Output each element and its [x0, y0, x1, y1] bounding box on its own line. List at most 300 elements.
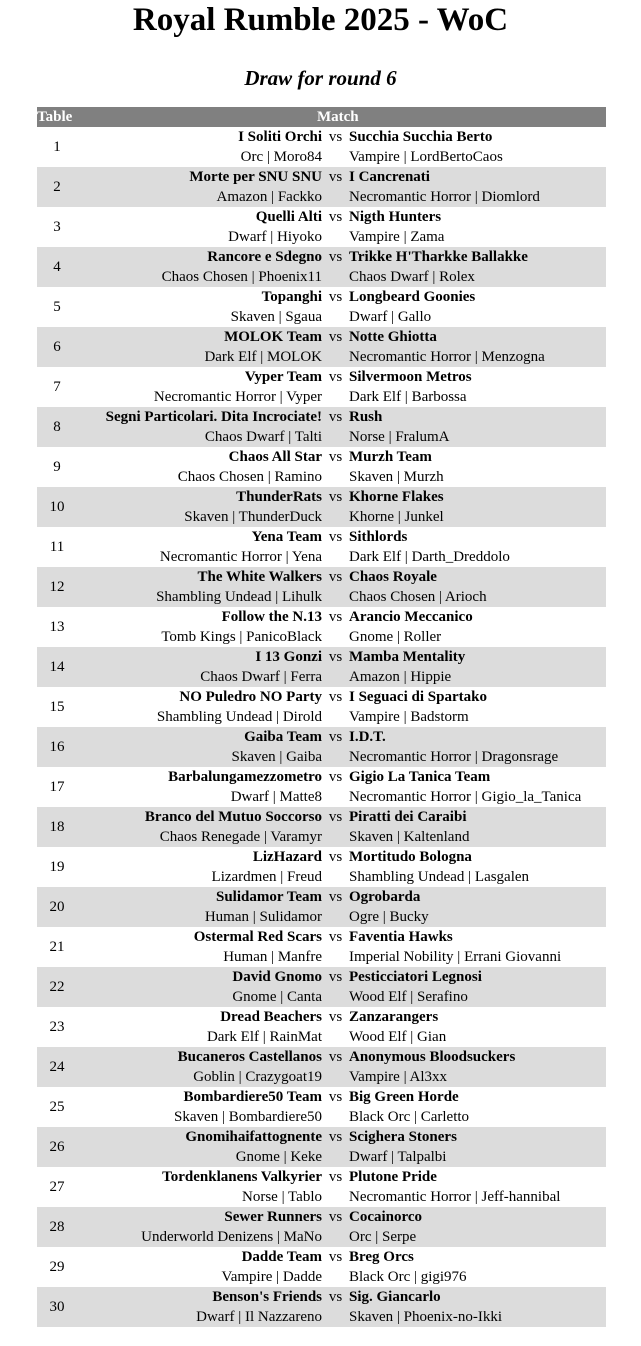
vs-label: vs — [328, 129, 343, 145]
table-row — [37, 1167, 606, 1207]
home-race-coach: Lizardmen | Freud — [211, 869, 322, 885]
home-team-name: Tordenklanens Valkyrier — [162, 1169, 322, 1185]
home-side — [77, 847, 322, 887]
home-race-coach: Tomb Kings | PanicoBlack — [161, 629, 322, 645]
table-row — [37, 527, 606, 567]
home-side — [77, 567, 322, 607]
home-team-name: Segni Particolari. Dita Incrociate! — [105, 409, 322, 425]
vs-label: vs — [328, 649, 343, 665]
home-side — [77, 207, 322, 247]
table-body — [37, 127, 606, 1327]
away-side — [349, 487, 606, 527]
vs-label: vs — [328, 209, 343, 225]
table-number: 18 — [49, 819, 65, 835]
table-row — [37, 767, 606, 807]
home-team-name: MOLOK Team — [224, 329, 322, 345]
away-team-name: Succhia Succhia Berto — [349, 129, 493, 145]
versus — [322, 567, 349, 607]
match-cell — [77, 727, 606, 767]
table-number: 15 — [49, 699, 65, 715]
away-side — [349, 967, 606, 1007]
table-number: 19 — [49, 859, 65, 875]
vs-label: vs — [328, 289, 343, 305]
away-side — [349, 1127, 606, 1167]
home-team-name: Dread Beachers — [220, 1009, 322, 1025]
away-team-name: Sithlords — [349, 529, 408, 545]
vs-label: vs — [328, 169, 343, 185]
away-team-name: I.D.T. — [349, 729, 386, 745]
away-team-name: Piratti dei Caraibi — [349, 809, 467, 825]
table-row — [37, 287, 606, 327]
table-number: 1 — [53, 139, 61, 155]
table-row — [37, 687, 606, 727]
away-team-name: Plutone Pride — [349, 1169, 437, 1185]
table-number: 22 — [49, 979, 65, 995]
versus — [322, 207, 349, 247]
away-race-coach: Imperial Nobility | Errani Giovanni — [349, 949, 562, 965]
away-race-coach: Norse | FralumA — [349, 429, 450, 445]
home-team-name: ThunderRats — [236, 489, 322, 505]
away-race-coach: Black Orc | Carletto — [349, 1109, 470, 1125]
match-cell — [77, 1087, 606, 1127]
home-race-coach: Skaven | Bombardiere50 — [174, 1109, 322, 1125]
versus — [322, 247, 349, 287]
match-cell — [77, 847, 606, 887]
table-number: 7 — [53, 379, 61, 395]
home-side — [77, 1207, 322, 1247]
home-side — [77, 1167, 322, 1207]
home-team-name: I 13 Gonzi — [255, 649, 322, 665]
versus — [322, 487, 349, 527]
vs-label: vs — [328, 1089, 343, 1105]
home-team-name: Chaos All Star — [228, 449, 322, 465]
versus — [322, 407, 349, 447]
table-row — [37, 967, 606, 1007]
away-race-coach: Wood Elf | Gian — [349, 1029, 447, 1045]
table-number: 16 — [49, 739, 65, 755]
table-row — [37, 327, 606, 367]
away-team-name: Big Green Horde — [349, 1089, 459, 1105]
table-row — [37, 1287, 606, 1327]
table-number: 13 — [49, 619, 65, 635]
match-cell — [77, 767, 606, 807]
home-race-coach: Gnome | Keke — [235, 1149, 322, 1165]
versus — [322, 647, 349, 687]
home-race-coach: Necromantic Horror | Vyper — [153, 389, 322, 405]
match-cell — [77, 807, 606, 847]
away-race-coach: Vampire | LordBertoCaos — [349, 149, 503, 165]
table-row — [37, 927, 606, 967]
home-team-name: Morte per SNU SNU — [189, 169, 322, 185]
away-race-coach: Gnome | Roller — [349, 629, 442, 645]
versus — [322, 1207, 349, 1247]
away-team-name: Arancio Meccanico — [349, 609, 473, 625]
away-team-name: Murzh Team — [349, 449, 432, 465]
home-race-coach: Dwarf | Il Nazzareno — [196, 1309, 322, 1325]
vs-label: vs — [328, 1049, 343, 1065]
table-number: 23 — [49, 1019, 65, 1035]
away-side — [349, 727, 606, 767]
away-race-coach: Wood Elf | Serafino — [349, 989, 468, 1005]
home-race-coach: Chaos Renegade | Varamyr — [159, 829, 322, 845]
home-race-coach: Norse | Tablo — [242, 1189, 322, 1205]
away-team-name: I Cancrenati — [349, 169, 430, 185]
vs-label: vs — [328, 1169, 343, 1185]
vs-label: vs — [328, 1209, 343, 1225]
table-row — [37, 127, 606, 167]
away-side — [349, 1167, 606, 1207]
home-team-name: Bucaneros Castellanos — [177, 1049, 322, 1065]
away-side — [349, 127, 606, 167]
home-side — [77, 527, 322, 567]
table-row — [37, 247, 606, 287]
away-race-coach: Chaos Dwarf | Rolex — [349, 269, 475, 285]
home-side — [77, 687, 322, 727]
table-row — [37, 487, 606, 527]
away-race-coach: Necromantic Horror | Menzogna — [349, 349, 545, 365]
away-side — [349, 247, 606, 287]
away-team-name: Faventia Hawks — [349, 929, 453, 945]
away-side — [349, 847, 606, 887]
away-race-coach: Skaven | Kaltenland — [349, 829, 470, 845]
away-race-coach: Vampire | Zama — [349, 229, 445, 245]
match-cell — [77, 287, 606, 327]
away-side — [349, 927, 606, 967]
away-team-name: Zanzarangers — [349, 1009, 439, 1025]
match-cell — [77, 1047, 606, 1087]
home-team-name: Bombardiere50 Team — [183, 1089, 322, 1105]
match-cell — [77, 687, 606, 727]
versus — [322, 607, 349, 647]
away-race-coach: Shambling Undead | Lasgalen — [349, 869, 530, 885]
home-side — [77, 327, 322, 367]
away-race-coach: Orc | Serpe — [349, 1229, 417, 1245]
table-number: 8 — [53, 419, 61, 435]
home-team-name: Quelli Alti — [255, 209, 322, 225]
vs-label: vs — [328, 569, 343, 585]
home-team-name: Sulidamor Team — [215, 889, 322, 905]
away-team-name: Gigio La Tanica Team — [349, 769, 491, 785]
away-side — [349, 167, 606, 207]
versus — [322, 327, 349, 367]
table-number: 27 — [49, 1179, 65, 1195]
away-team-name: Rush — [349, 409, 383, 425]
versus — [322, 287, 349, 327]
match-cell — [77, 567, 606, 607]
home-team-name: I Soliti Orchi — [238, 129, 322, 145]
table-number: 9 — [53, 459, 61, 475]
table-number: 6 — [53, 339, 61, 355]
away-side — [349, 207, 606, 247]
away-team-name: Breg Orcs — [349, 1249, 414, 1265]
home-race-coach: Dwarf | Matte8 — [230, 789, 322, 805]
match-cell — [77, 607, 606, 647]
away-race-coach: Dark Elf | Barbossa — [349, 389, 467, 405]
home-team-name: Gaiba Team — [244, 729, 322, 745]
table-row — [37, 207, 606, 247]
table-number: 12 — [49, 579, 65, 595]
away-team-name: Longbeard Goonies — [349, 289, 476, 305]
away-race-coach: Vampire | Badstorm — [349, 709, 469, 725]
home-team-name: Follow the N.13 — [221, 609, 322, 625]
home-team-name: Benson's Friends — [212, 1289, 322, 1305]
away-race-coach: Necromantic Horror | Diomlord — [349, 189, 540, 205]
match-cell — [77, 127, 606, 167]
away-side — [349, 407, 606, 447]
away-race-coach: Dwarf | Gallo — [349, 309, 432, 325]
away-team-name: Cocainorco — [349, 1209, 423, 1225]
versus — [322, 887, 349, 927]
away-side — [349, 1007, 606, 1047]
match-cell — [77, 927, 606, 967]
table-number: 29 — [49, 1259, 65, 1275]
away-race-coach: Black Orc | gigi976 — [349, 1269, 467, 1285]
vs-label: vs — [328, 449, 343, 465]
home-side — [77, 727, 322, 767]
away-side — [349, 607, 606, 647]
table-row — [37, 1007, 606, 1047]
home-team-name: The White Walkers — [197, 569, 322, 585]
match-cell — [77, 1247, 606, 1287]
table-row — [37, 567, 606, 607]
home-race-coach: Vampire | Dadde — [221, 1269, 322, 1285]
away-team-name: Mamba Mentality — [349, 649, 466, 665]
table-number: 26 — [49, 1139, 65, 1155]
vs-label: vs — [328, 1289, 343, 1305]
away-team-name: Ogrobarda — [349, 889, 421, 905]
table-number: 17 — [49, 779, 65, 795]
home-side — [77, 927, 322, 967]
home-race-coach: Goblin | Crazygoat19 — [193, 1069, 322, 1085]
home-team-name: Vyper Team — [244, 369, 322, 385]
away-race-coach: Skaven | Phoenix-no-Ikki — [349, 1309, 502, 1325]
away-race-coach: Vampire | Al3xx — [349, 1069, 447, 1085]
away-race-coach: Amazon | Hippie — [349, 669, 452, 685]
home-race-coach: Human | Sulidamor — [204, 909, 322, 925]
versus — [322, 167, 349, 207]
home-side — [77, 967, 322, 1007]
home-race-coach: Shambling Undead | Lihulk — [156, 589, 322, 605]
match-cell — [77, 887, 606, 927]
versus — [322, 1287, 349, 1327]
vs-label: vs — [328, 409, 343, 425]
home-team-name: Dadde Team — [241, 1249, 322, 1265]
table-row — [37, 847, 606, 887]
versus — [322, 927, 349, 967]
home-team-name: Barbalungamezzometro — [168, 769, 322, 785]
home-team-name: Ostermal Red Scars — [193, 929, 322, 945]
home-race-coach: Underworld Denizens | MaNo — [141, 1229, 322, 1245]
match-cell — [77, 967, 606, 1007]
versus — [322, 807, 349, 847]
away-side — [349, 567, 606, 607]
away-side — [349, 1247, 606, 1287]
home-side — [77, 607, 322, 647]
home-race-coach: Chaos Dwarf | Talti — [204, 429, 322, 445]
home-team-name: Branco del Mutuo Soccorso — [144, 809, 322, 825]
away-team-name: Pesticciatori Legnosi — [349, 969, 482, 985]
table-row — [37, 1047, 606, 1087]
table-row — [37, 1247, 606, 1287]
away-race-coach: Necromantic Horror | Gigio_la_Tanica — [349, 789, 582, 805]
home-race-coach: Chaos Dwarf | Ferra — [200, 669, 322, 685]
match-cell — [77, 447, 606, 487]
away-race-coach: Necromantic Horror | Jeff-hannibal — [349, 1189, 561, 1205]
vs-label: vs — [328, 329, 343, 345]
versus — [322, 967, 349, 1007]
home-side — [77, 407, 322, 447]
match-cell — [77, 1167, 606, 1207]
match-cell — [77, 487, 606, 527]
match-cell — [77, 1207, 606, 1247]
home-side — [77, 367, 322, 407]
table-number: 3 — [53, 219, 61, 235]
match-cell — [77, 367, 606, 407]
away-side — [349, 807, 606, 847]
match-cell — [77, 327, 606, 367]
table-number: 24 — [49, 1059, 65, 1075]
away-side — [349, 527, 606, 567]
versus — [322, 1167, 349, 1207]
table-row — [37, 367, 606, 407]
match-cell — [77, 647, 606, 687]
home-side — [77, 167, 322, 207]
table-number: 21 — [49, 939, 65, 955]
versus — [322, 367, 349, 407]
away-race-coach: Ogre | Bucky — [349, 909, 429, 925]
home-side — [77, 287, 322, 327]
home-team-name: Yena Team — [251, 529, 322, 545]
away-team-name: Sig. Giancarlo — [349, 1289, 441, 1305]
match-cell — [77, 527, 606, 567]
vs-label: vs — [328, 609, 343, 625]
table-number: 14 — [49, 659, 65, 675]
home-team-name: Rancore e Sdegno — [207, 249, 322, 265]
away-team-name: I Seguaci di Spartako — [349, 689, 487, 705]
versus — [322, 847, 349, 887]
away-side — [349, 647, 606, 687]
home-race-coach: Orc | Moro84 — [240, 149, 322, 165]
vs-label: vs — [328, 969, 343, 985]
versus — [322, 1047, 349, 1087]
table-number: 4 — [53, 259, 61, 275]
vs-label: vs — [328, 729, 343, 745]
home-side — [77, 1287, 322, 1327]
away-side — [349, 367, 606, 407]
match-cell — [77, 167, 606, 207]
header-table: Table — [37, 107, 77, 127]
table-row — [37, 887, 606, 927]
home-race-coach: Skaven | Sgaua — [230, 309, 322, 325]
vs-label: vs — [328, 1249, 343, 1265]
away-race-coach: Dark Elf | Darth_Dreddolo — [349, 549, 510, 565]
away-race-coach: Khorne | Junkel — [349, 509, 444, 525]
match-cell — [77, 407, 606, 447]
versus — [322, 1007, 349, 1047]
vs-label: vs — [328, 1009, 343, 1025]
home-side — [77, 447, 322, 487]
vs-label: vs — [328, 809, 343, 825]
page-title: Royal Rumble 2025 - WoC — [132, 2, 509, 38]
versus — [322, 727, 349, 767]
away-team-name: Notte Ghiotta — [349, 329, 437, 345]
vs-label: vs — [328, 889, 343, 905]
home-team-name: David Gnomo — [232, 969, 322, 985]
home-race-coach: Shambling Undead | Dirold — [156, 709, 322, 725]
versus — [322, 687, 349, 727]
vs-label: vs — [328, 249, 343, 265]
home-side — [77, 487, 322, 527]
table-row — [37, 1207, 606, 1247]
home-race-coach: Chaos Chosen | Phoenix11 — [161, 269, 322, 285]
home-race-coach: Gnome | Canta — [232, 989, 322, 1005]
versus — [322, 447, 349, 487]
table-number: 11 — [49, 539, 65, 555]
home-side — [77, 767, 322, 807]
vs-label: vs — [328, 849, 343, 865]
away-team-name: Chaos Royale — [349, 569, 437, 585]
home-side — [77, 1047, 322, 1087]
home-team-name: LizHazard — [252, 849, 322, 865]
versus — [322, 127, 349, 167]
home-race-coach: Skaven | Gaiba — [231, 749, 322, 765]
table-row — [37, 607, 606, 647]
home-side — [77, 1087, 322, 1127]
away-side — [349, 1207, 606, 1247]
away-team-name: Mortitudo Bologna — [349, 849, 472, 865]
home-team-name: Topanghi — [261, 289, 322, 305]
home-team-name: NO Puledro NO Party — [179, 689, 322, 705]
match-cell — [77, 1007, 606, 1047]
home-race-coach: Amazon | Fackko — [216, 189, 322, 205]
away-side — [349, 687, 606, 727]
vs-label: vs — [328, 689, 343, 705]
home-side — [77, 807, 322, 847]
table-header-row — [37, 107, 606, 127]
match-cell — [77, 207, 606, 247]
versus — [322, 767, 349, 807]
versus — [322, 1247, 349, 1287]
table-row — [37, 647, 606, 687]
table-row — [37, 407, 606, 447]
vs-label: vs — [328, 489, 343, 505]
away-race-coach: Dwarf | Talpalbi — [349, 1149, 447, 1165]
home-race-coach: Dark Elf | RainMat — [206, 1029, 322, 1045]
home-side — [77, 247, 322, 287]
home-race-coach: Dwarf | Hiyoko — [228, 229, 322, 245]
table-row — [37, 1127, 606, 1167]
table-number: 5 — [53, 299, 61, 315]
page-subtitle: Draw for round 6 — [244, 66, 397, 90]
match-cell — [77, 1287, 606, 1327]
home-race-coach: Skaven | ThunderDuck — [184, 509, 322, 525]
away-team-name: Trikke H'Tharkke Ballakke — [349, 249, 528, 265]
vs-label: vs — [328, 529, 343, 545]
away-team-name: Nigth Hunters — [349, 209, 442, 225]
away-side — [349, 1287, 606, 1327]
table-row — [37, 807, 606, 847]
home-race-coach: Necromantic Horror | Yena — [159, 549, 322, 565]
home-race-coach: Chaos Chosen | Ramino — [177, 469, 322, 485]
home-side — [77, 647, 322, 687]
table-row — [37, 1087, 606, 1127]
away-side — [349, 327, 606, 367]
home-side — [77, 1247, 322, 1287]
away-race-coach: Skaven | Murzh — [349, 469, 444, 485]
away-side — [349, 287, 606, 327]
table-number: 10 — [49, 499, 65, 515]
versus — [322, 1127, 349, 1167]
